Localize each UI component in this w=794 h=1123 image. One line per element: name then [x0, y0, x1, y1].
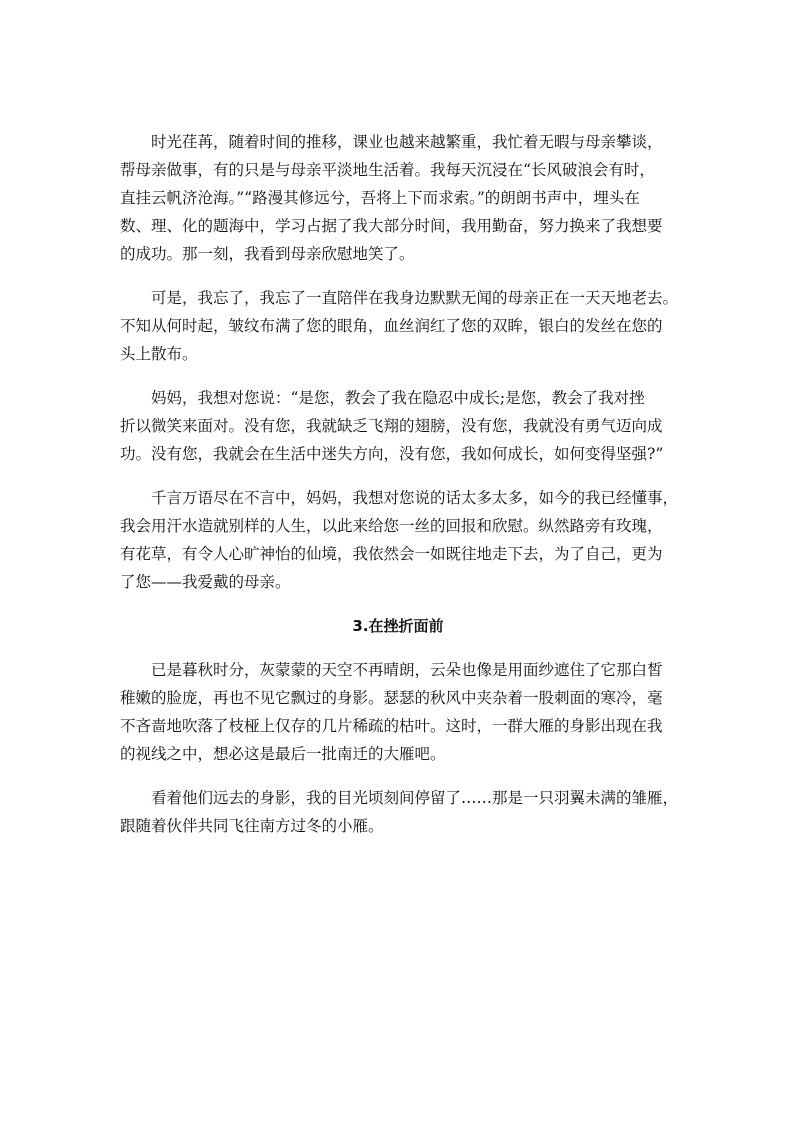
text-line: 的视线之中，想必这是最后一批南迁的大雁吧。 [120, 745, 446, 763]
text-line: 数、理、化的题海中，学习占据了我大部分时间，我用勤奋，努力换来了我想要 [120, 217, 663, 235]
text-line: 可是，我忘了，我忘了一直陪伴在我身边默默无闻的母亲正在一天天地老去。 [151, 289, 679, 307]
section-title: 3.在挫折面前 [352, 617, 444, 635]
text-line: 直挂云帆济沧海。”“路漫其修远兮，吾将上下而求索。”的朗朗书声中，埋头在 [120, 189, 640, 207]
text-line: 的成功。那一刻，我看到母亲欣慰地笑了。 [120, 245, 415, 263]
text-line: 头上散布。 [120, 345, 198, 363]
paragraph [120, 284, 679, 368]
text-line: 有花草，有令人心旷神怡的仙境，我依然会一如既往地走下去，为了自己，更为 [120, 545, 663, 563]
text-line: 功。没有您，我就会在生活中迷失方向，没有您，我如何成长，如何变得坚强?” [120, 445, 664, 463]
text-line: 看着他们远去的身影，我的目光顷刻间停留了……那是一只羽翼未满的雏雁， [151, 789, 679, 807]
text-line: 时光荏苒，随着时间的推移，课业也越来越繁重，我忙着无暇与母亲攀谈， [151, 133, 663, 151]
paragraph [120, 784, 679, 840]
paragraph [120, 656, 676, 768]
text-line: 跟随着伙伴共同飞往南方过冬的小雁。 [120, 817, 384, 835]
document-body [120, 128, 679, 856]
paragraph [120, 384, 676, 468]
text-line: 折以微笑来面对。没有您，我就缺乏飞翔的翅膀，没有您，我就没有勇气迈向成 [120, 417, 663, 435]
text-line: 妈妈，我想对您说：“是您，教会了我在隐忍中成长;是您，教会了我对挫 [151, 389, 645, 407]
text-line: 帮母亲做事，有的只是与母亲平淡地生活着。我每天沉浸在“长风破浪会有时， [120, 161, 655, 179]
paragraph [120, 128, 676, 268]
paragraph [120, 484, 679, 596]
text-line: 稚嫩的脸庞，再也不见它飘过的身影。瑟瑟的秋风中夹杂着一股刺面的寒冷，毫 [120, 689, 663, 707]
text-line: 已是暮秋时分，灰蒙蒙的天空不再晴朗，云朵也像是用面纱遮住了它那白皙 [151, 661, 663, 679]
text-line: 不知从何时起，皱纹布满了您的眼角，血丝润红了您的双眸，银白的发丝在您的 [120, 317, 663, 335]
text-line: 了您——我爱戴的母亲。 [120, 573, 291, 591]
text-line: 千言万语尽在不言中，妈妈，我想对您说的话太多太多，如今的我已经懂事， [151, 489, 679, 507]
text-line: 我会用汗水造就别样的人生，以此来给您一丝的回报和欣慰。纵然路旁有玫瑰， [120, 517, 663, 535]
text-line: 不吝啬地吹落了枝桠上仅存的几片稀疏的枯叶。这时，一群大雁的身影出现在我 [120, 717, 663, 735]
